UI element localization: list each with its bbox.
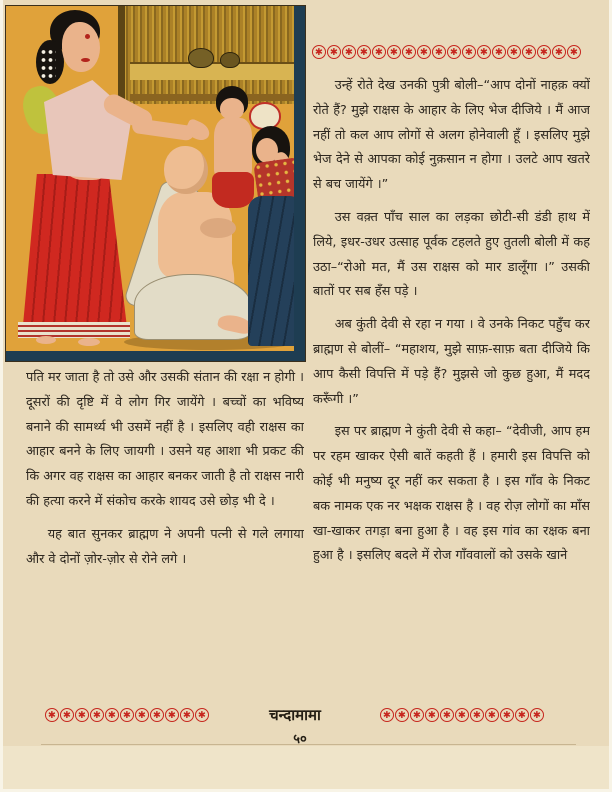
flower-star-icon: ✱ [60, 708, 74, 722]
illustration-frame-right [294, 6, 305, 361]
paragraph: यह बात सुनकर ब्राह्मण ने अपनी पत्नी से गले लगाया और वे दोनों ज़ोर-ज़ोर से रोने लगे । [26, 526, 304, 567]
standing-woman-sari-skirt [22, 174, 128, 336]
ornament-border-footer-right [380, 708, 545, 722]
hair-flowers [40, 48, 56, 80]
page-number: ५० [293, 732, 307, 747]
clay-pot [220, 52, 240, 68]
right-text-column [313, 74, 590, 706]
flower-star-icon: ✱ [395, 708, 409, 722]
ornament-border-footer-left [45, 708, 210, 722]
flower-star-icon: ✱ [45, 708, 59, 722]
boy-red-dhoti [212, 172, 254, 208]
flower-star-icon: ✱ [447, 45, 461, 59]
flower-star-icon: ✱ [492, 45, 506, 59]
magazine-title: चन्दामामा [269, 706, 321, 724]
flower-star-icon: ✱ [327, 45, 341, 59]
paragraph: इस पर ब्राह्मण ने कुंती देवी से कहा– “देवीजी, आप हम पर रहम खाकर ऐसी बातें कहती हैं । हमारी इस विपत्ति को कोई भी मनुष्य दूर नहीं कर सकता है । इस गाँव के निकट बक नामक एक नर भक्षक राक्षस है । वह रोज़ लोगों का माँस खा-खाकर तगड़ा बना हुआ है । वह इस गांव का रक्षक बना हुआ है । इसलिए बदले में रोज गाँववालों को उसके खाने [313, 424, 590, 564]
flower-star-icon: ✱ [135, 708, 149, 722]
flower-star-icon: ✱ [410, 708, 424, 722]
flower-star-icon: ✱ [195, 708, 209, 722]
paragraph: उस वक़्त पाँच साल का लड़का छोटी-सी डंडी हाथ में लिये, इधर-उधर उत्साह पूर्वक टहलते हुए तुतली बोली में कह उठा–“रोओ मत, मैं उस राक्षस को मार डालूँगा ।” उसकी बातों पर सब हँस पड़े । [313, 209, 590, 300]
clay-pot [188, 48, 214, 68]
flower-star-icon: ✱ [402, 45, 416, 59]
flower-star-icon: ✱ [537, 45, 551, 59]
flower-star-icon: ✱ [180, 708, 194, 722]
flower-star-icon: ✱ [150, 708, 164, 722]
flower-star-icon: ✱ [342, 45, 356, 59]
flower-star-icon: ✱ [515, 708, 529, 722]
flower-star-icon: ✱ [552, 45, 566, 59]
bindi [85, 34, 90, 39]
ledge [130, 94, 297, 101]
brahmin-hands [200, 218, 236, 238]
flower-star-icon: ✱ [165, 708, 179, 722]
wall-post [118, 6, 125, 104]
flower-star-icon: ✱ [387, 45, 401, 59]
flower-star-icon: ✱ [530, 708, 544, 722]
flower-star-icon: ✱ [90, 708, 104, 722]
flower-star-icon: ✱ [522, 45, 536, 59]
paragraph: उन्हें रोते देख उनकी पुत्री बोली–“आप दोनों नाहक़ क्यों रोते हैं? मुझे राक्षस के आहार के लिए भेज दीजिये । मैं आज नहीं तो कल आप लोगों से अलग होनेवाली हूँ । इसलिए मुझे भेज देने से आपका कोई नुक़सान न होगा । उलटे आप खतरे से बच जायेंगे ।” [313, 78, 590, 193]
flower-star-icon: ✱ [312, 45, 326, 59]
story-illustration [5, 5, 306, 362]
standing-woman-mouth [81, 58, 90, 62]
flower-star-icon: ✱ [470, 708, 484, 722]
flower-star-icon: ✱ [507, 45, 521, 59]
brahmin-bald-head [164, 146, 208, 194]
flower-star-icon: ✱ [380, 708, 394, 722]
flower-star-icon: ✱ [440, 708, 454, 722]
flower-star-icon: ✱ [477, 45, 491, 59]
shelf [130, 62, 297, 80]
ornament-border-top [312, 45, 586, 59]
standing-woman-foot [36, 336, 56, 344]
paragraph: पति मर जाता है तो उसे और उसकी संतान की रक्षा न होगी । दूसरों की दृष्टि में वे लोग गिर जायेंगे । बच्चों का भविष्य बनाने की सामर्थ्य भी उसमें नहीं है । इसलिए वही राक्षस का आहार बनने के लिए जायगी । उसने यह आशा भी प्रकट की कि अगर वह राक्षस का आहार बनकर जाती है तो राक्षस नारी की हत्या करने में संकोच करके शायद उसे छोड़ भी दे । [26, 370, 304, 509]
left-text-column [26, 366, 304, 706]
flower-star-icon: ✱ [75, 708, 89, 722]
boy-torso [214, 118, 252, 178]
standing-woman-face [62, 22, 100, 72]
flower-star-icon: ✱ [500, 708, 514, 722]
paragraph: अब कुंती देवी से रहा न गया । वे उनके निकट पहुँच कर ब्राह्मण से बोलीं– “महाशय, मुझे साफ़-साफ़ बता दीजिये कि आप कैसी विपत्ति में पड़े हैं? मुझसे जो कुछ हुआ, मैं मदद करूँगी ।” [313, 317, 590, 407]
standing-woman-foot [78, 338, 100, 346]
flower-star-icon: ✱ [417, 45, 431, 59]
flower-star-icon: ✱ [567, 45, 581, 59]
page-bottom-margin [3, 746, 609, 789]
illustration-frame-bottom [6, 351, 305, 361]
flower-star-icon: ✱ [455, 708, 469, 722]
boy-face [220, 98, 244, 120]
flower-star-icon: ✱ [425, 708, 439, 722]
flower-star-icon: ✱ [357, 45, 371, 59]
flower-star-icon: ✱ [105, 708, 119, 722]
flower-star-icon: ✱ [485, 708, 499, 722]
seated-woman-blue-sari [248, 196, 300, 346]
flower-star-icon: ✱ [432, 45, 446, 59]
flower-star-icon: ✱ [120, 708, 134, 722]
page-footer [45, 705, 545, 725]
flower-star-icon: ✱ [372, 45, 386, 59]
flower-star-icon: ✱ [462, 45, 476, 59]
standing-woman-sari-hem [18, 322, 130, 338]
